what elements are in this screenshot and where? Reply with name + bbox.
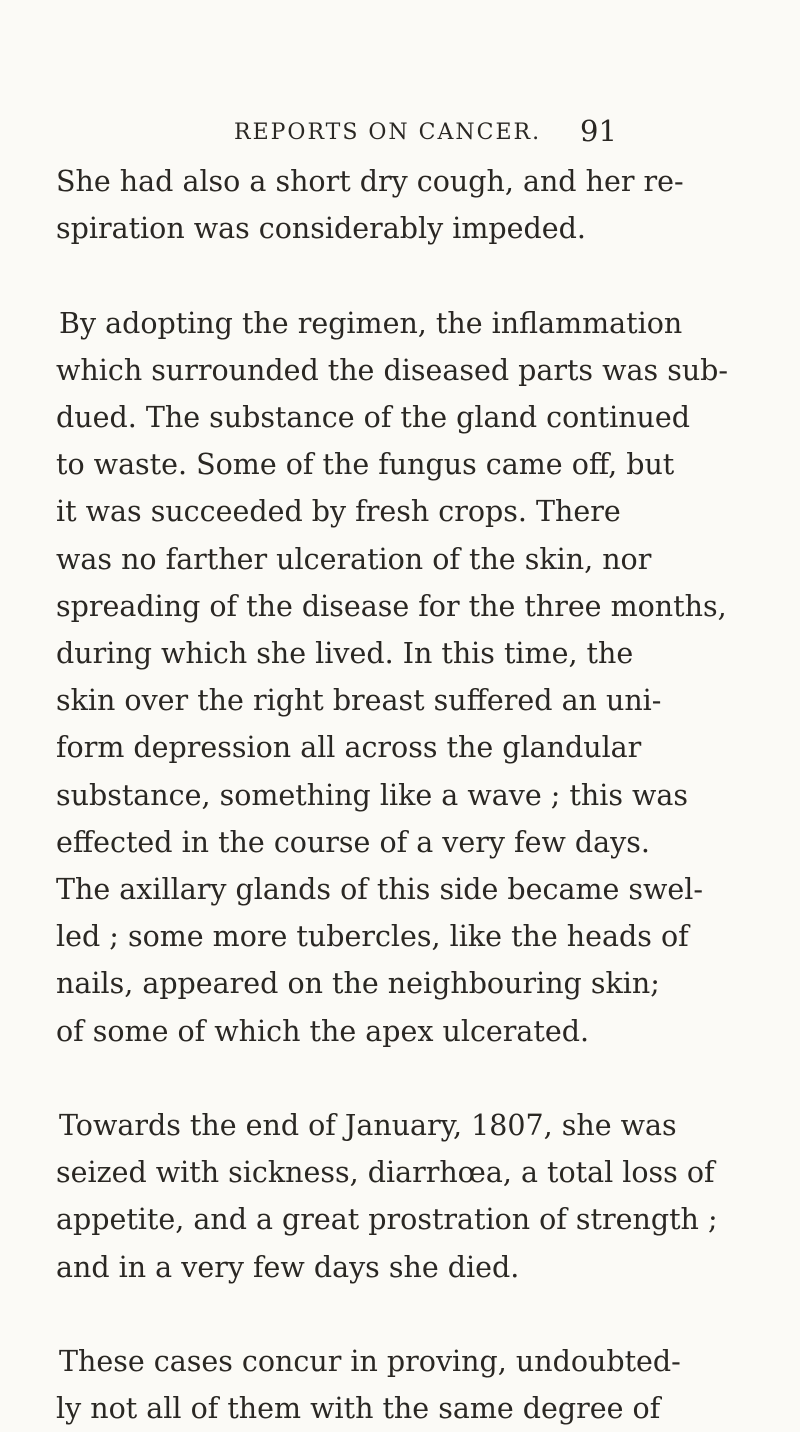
paragraph-3: [56, 1102, 724, 1291]
paragraph-2: [56, 300, 729, 1055]
paragraph-1: [56, 158, 724, 252]
text-line: form depression all across the glandular: [56, 731, 642, 765]
text-line: skin over the right breast suffered an uni-: [56, 684, 662, 718]
text-line: dued. The substance of the gland continued: [56, 401, 691, 434]
text-line: during which she lived. In this time, the: [56, 637, 634, 671]
text-line: ly not all of them with the same degree of: [56, 1392, 661, 1426]
text-line: it was succeeded by fresh crops. There: [56, 495, 621, 529]
text-line: to waste. Some of the fungus came off, but: [56, 448, 675, 482]
text-line: seized with sickness, diarrhœa, a total loss of: [56, 1156, 715, 1190]
page-number: 91: [580, 114, 617, 148]
text-line: The axillary glands of this side became swel-: [56, 873, 704, 907]
text-line: of some of which the apex ulcerated.: [56, 1014, 590, 1048]
text-line: and in a very few days she died.: [56, 1250, 520, 1284]
text-line: substance, something like a wave ; this was: [56, 778, 689, 812]
text-line: was no farther ulceration of the skin, nor: [56, 542, 652, 576]
paragraph-4: [56, 1338, 724, 1432]
text-line: led ; some more tubercles, like the heads of: [56, 920, 689, 954]
text-line: appetite, and a great prostration of strength ;: [56, 1203, 718, 1237]
running-head: [0, 112, 800, 152]
text-line: nails, appeared on the neighbouring skin;: [56, 967, 660, 1001]
text-line: By adopting the regimen, the inflammation: [59, 306, 683, 340]
text-line: Towards the end of January, 1807, she was: [59, 1109, 677, 1143]
running-title: REPORTS ON CANCER.: [234, 120, 542, 145]
body-text: [56, 158, 729, 1432]
text-line: These cases concur in proving, undoubted-: [59, 1345, 681, 1379]
text-line: spreading of the disease for the three months,: [56, 589, 727, 623]
text-line: spiration was considerably impeded.: [56, 212, 586, 246]
text-line: effected in the course of a very few days.: [56, 825, 650, 859]
text-line: which surrounded the diseased parts was sub-: [56, 353, 729, 387]
text-line: She had also a short dry cough, and her re-: [56, 165, 684, 198]
